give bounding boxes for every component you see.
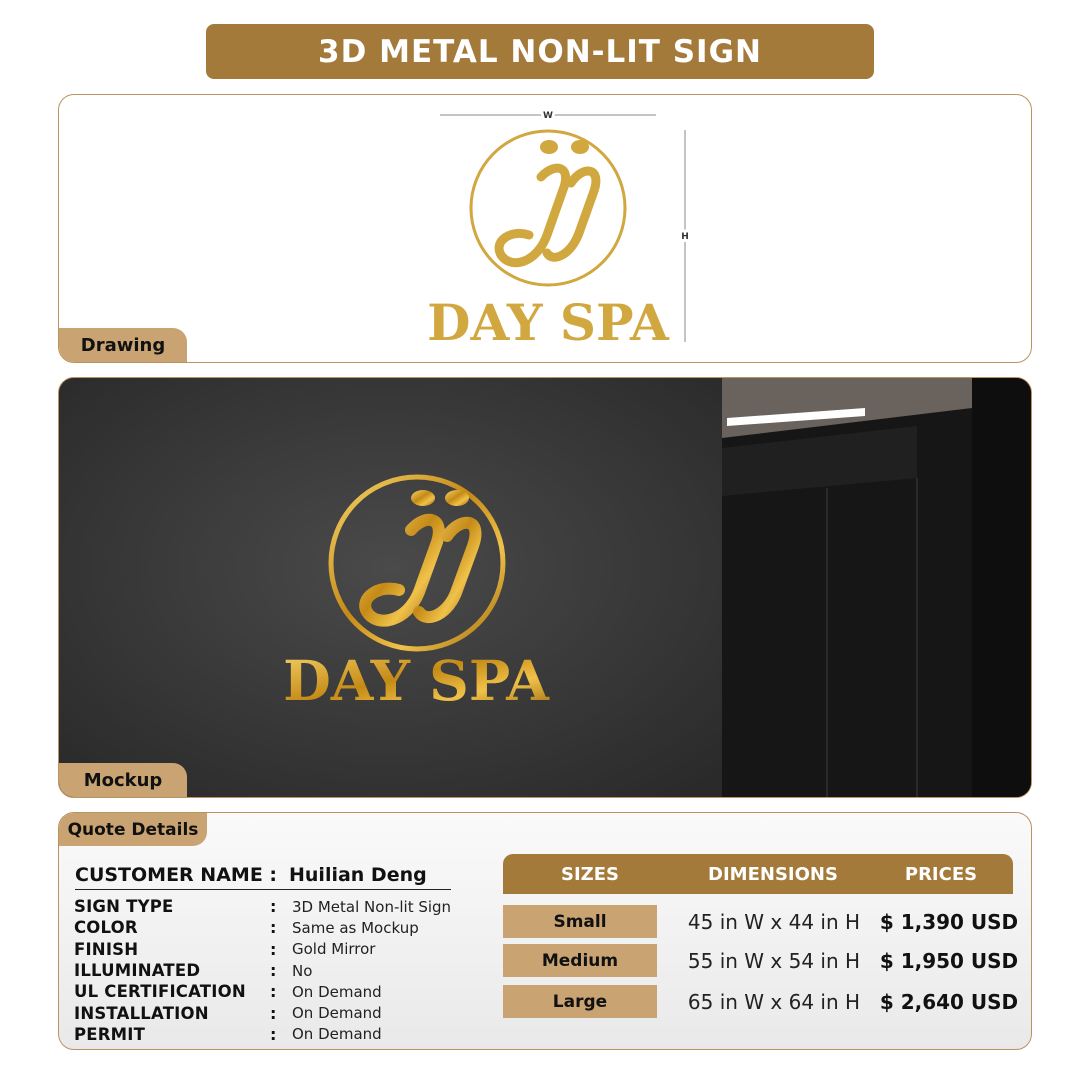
detail-colon: :	[270, 961, 277, 981]
price-value: $ 2,640 USD	[879, 989, 1019, 1014]
mockup-scene	[59, 378, 1032, 798]
detail-label: UL CERTIFICATION	[74, 982, 246, 1002]
detail-colon: :	[270, 1024, 277, 1044]
price-value: $ 1,950 USD	[879, 948, 1019, 973]
pricing-table-header	[503, 854, 1013, 894]
detail-value: Gold Mirror	[292, 940, 376, 959]
size-chip[interactable]: Small	[503, 905, 657, 938]
width-marker: W	[543, 111, 553, 121]
dimensions-value: 55 in W x 54 in H	[687, 948, 861, 973]
page-title: 3D METAL NON-LIT SIGN	[206, 24, 874, 79]
pricing-row-medium[interactable]	[503, 944, 1019, 977]
detail-value: On Demand	[292, 982, 382, 1001]
header-sizes: SIZES	[561, 863, 619, 885]
dimensions-value: 65 in W x 64 in H	[687, 989, 861, 1014]
detail-colon: :	[270, 918, 277, 938]
tab-quote-details[interactable]: Quote Details	[59, 813, 207, 846]
pricing-row-large[interactable]	[503, 985, 1019, 1018]
dimensions-value: 45 in W x 44 in H	[687, 909, 861, 934]
detail-label: FINISH	[74, 939, 139, 959]
mockup-logo-text: DAY SPA	[283, 648, 549, 713]
header-dimensions: DIMENSIONS	[708, 863, 838, 885]
detail-row-color	[74, 917, 494, 938]
detail-row-ul-certification	[74, 981, 494, 1002]
detail-colon: :	[270, 1003, 277, 1023]
drawing-artwork	[59, 95, 1032, 363]
customer-name: Huilian Deng	[289, 864, 427, 886]
tab-mockup[interactable]: Mockup	[59, 763, 187, 797]
detail-label: PERMIT	[74, 1024, 146, 1044]
detail-colon: :	[270, 939, 277, 959]
detail-row-permit	[74, 1024, 494, 1045]
detail-label: SIGN TYPE	[74, 897, 174, 917]
height-marker: H	[681, 232, 689, 242]
drawing-logo-text: DAY SPA	[427, 293, 669, 352]
customer-row	[75, 861, 451, 890]
detail-colon: :	[270, 897, 277, 917]
header-prices: PRICES	[904, 863, 978, 885]
detail-row-sign-type	[74, 896, 494, 917]
price-value: $ 1,390 USD	[879, 909, 1019, 934]
detail-row-installation	[74, 1002, 494, 1023]
logo-emblem	[471, 131, 625, 285]
detail-label: COLOR	[74, 918, 138, 938]
drawing-panel	[58, 94, 1032, 363]
quote-panel	[58, 812, 1032, 1050]
size-chip[interactable]: Medium	[503, 944, 657, 977]
detail-colon: :	[270, 982, 277, 1002]
detail-label: INSTALLATION	[74, 1003, 209, 1023]
mockup-panel	[58, 377, 1032, 798]
detail-row-finish	[74, 939, 494, 960]
tab-drawing[interactable]: Drawing	[59, 328, 187, 362]
detail-value: 3D Metal Non-lit Sign	[292, 897, 452, 916]
detail-value: No	[292, 961, 313, 980]
detail-value: Same as Mockup	[292, 918, 419, 937]
detail-label: ILLUMINATED	[74, 961, 201, 981]
size-chip[interactable]: Large	[503, 985, 657, 1018]
customer-label: CUSTOMER NAME :	[75, 864, 278, 886]
detail-value: On Demand	[292, 1025, 382, 1044]
pricing-row-small[interactable]	[503, 905, 1019, 938]
detail-value: On Demand	[292, 1004, 382, 1023]
detail-row-illuminated	[74, 960, 494, 981]
details-list	[74, 896, 494, 1045]
